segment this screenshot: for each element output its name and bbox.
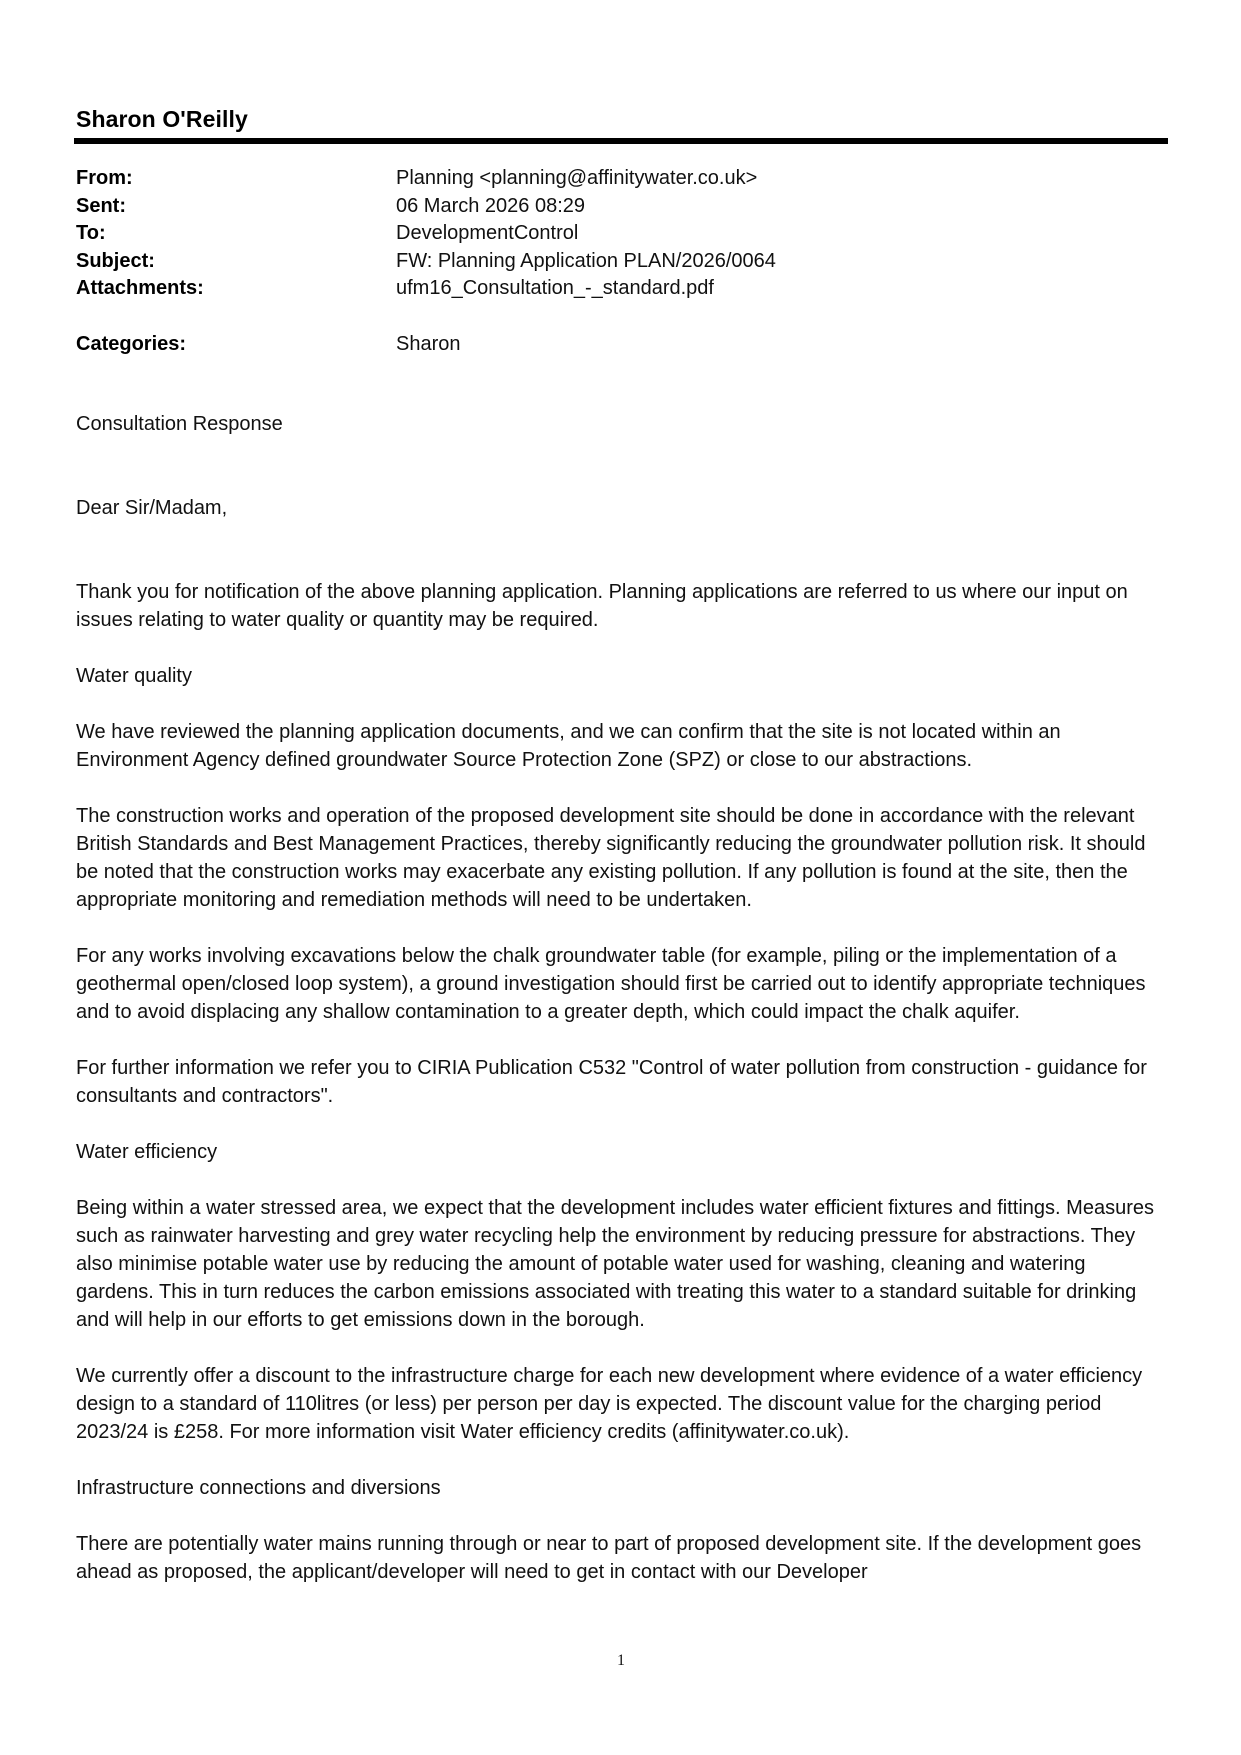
to-label: To: [76, 222, 106, 245]
from-label: From: [76, 167, 133, 189]
water-quality-paragraph-3: For any works involving excavations below the chalk groundwater table (for example, piling or the implementation of a geothermal open/closed loop system), a ground investigation should first be carried out to identify appropriate techniques and to avoid displacing any shallow contamination to a greater depth, which could impact the chalk aquifer. [76, 945, 1146, 1023]
infrastructure-heading: Infrastructure connections and diversions [76, 1477, 441, 1499]
sent-value: 06 March 2026 08:29 [396, 194, 586, 217]
water-quality-paragraph-1: We have reviewed the planning application documents, and we can confirm that the site is not located within an Environment Agency defined groundwater Source Protection Zone (SPZ) or close to our abstractions. [76, 721, 1061, 771]
email-body [76, 410, 1166, 1586]
subject-label: Subject: [76, 249, 155, 272]
from-value: Planning <planning@affinitywater.co.uk> [396, 167, 758, 189]
water-quality-paragraph-4: For further information we refer you to CIRIA Publication C532 "Control of water pollution from construction - guidance for consultants and contractors". [76, 1057, 1147, 1107]
attachments-row [76, 275, 1076, 303]
water-quality-paragraph-2: The construction works and operation of the proposed development site should be done in accordance with the relevant British Standards and Best Management Practices, thereby significantly reducing the groundwater pollution risk. It should be noted that the construction works may exacerbate any existing pollution. If any pollution is found at the site, then the appropriate monitoring and remediation methods will need to be undertaken. [76, 805, 1146, 911]
consultation-heading: Consultation Response [76, 413, 283, 435]
categories-label: Categories: [76, 332, 187, 355]
to-value: DevelopmentControl [396, 222, 579, 245]
attachments-label: Attachments: [76, 277, 204, 300]
water-quality-heading: Water quality [76, 665, 192, 687]
from-row [76, 165, 1076, 193]
water-efficiency-heading: Water efficiency [76, 1141, 218, 1163]
water-efficiency-paragraph-1: Being within a water stressed area, we expect that the development includes water efficient fixtures and fittings. Measures such as rainwater harvesting and grey water recycling help the environment by reducing pressure for abstractions. They also minimise potable water use by reducing the amount of potable water used for washing, cleaning and watering gardens. This in turn reduces the carbon emissions associated with treating this water to a standard suitable for drinking and will help in our efforts to get emissions down in the borough. [76, 1197, 1154, 1331]
categories-row [76, 331, 1076, 359]
subject-row [76, 248, 1076, 276]
categories-value: Sharon [396, 332, 461, 355]
subject-value: FW: Planning Application PLAN/2026/0064 [396, 249, 776, 272]
attachment-filename[interactable]: ufm16_Consultation_-_standard.pdf [396, 277, 714, 300]
infrastructure-paragraph-1: There are potentially water mains running through or near to part of proposed development site. If the development goes ahead as proposed, the applicant/developer will need to get in contact with our Developer [76, 1533, 1142, 1583]
to-row [76, 220, 1076, 248]
intro-paragraph: Thank you for notification of the above planning application. Planning applications are referred to us where our input on issues relating to water quality or quantity may be required. [76, 581, 1128, 631]
salutation: Dear Sir/Madam, [76, 497, 228, 519]
email-header-fields [76, 165, 1076, 358]
sent-label: Sent: [76, 194, 126, 217]
sent-row [76, 193, 1076, 221]
page-number: 1 [617, 1652, 625, 1669]
sender-name-heading: Sharon O'Reilly [76, 106, 248, 132]
water-efficiency-paragraph-2: We currently offer a discount to the infrastructure charge for each new development where evidence of a water efficiency design to a standard of 110litres (or less) per person per day is expected. The discount value for the charging period 2023/24 is £258. For more information visit Water efficiency credits (affinitywater.co.uk). [76, 1365, 1143, 1443]
email-printout-page [76, 0, 1166, 1755]
header-divider [74, 138, 1168, 144]
